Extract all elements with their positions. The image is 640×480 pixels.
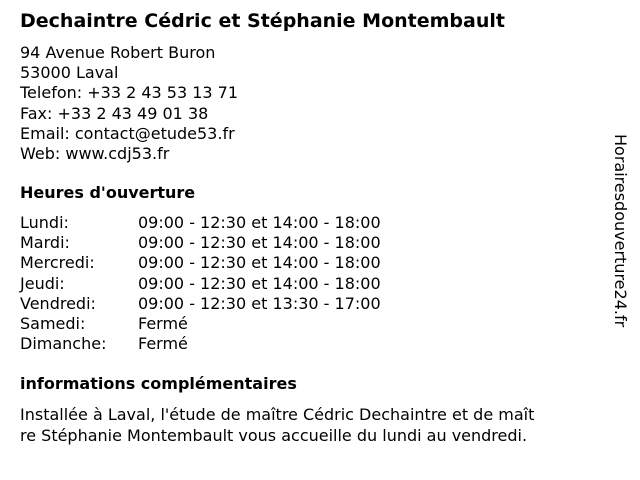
hours-time: 09:00 - 12:30 et 14:00 - 18:00 <box>138 253 381 273</box>
business-title: Dechaintre Cédric et Stéphanie Montembault <box>20 10 505 32</box>
additional-info-text <box>20 404 590 446</box>
hours-day: Dimanche: <box>20 334 107 354</box>
additional-info-heading: informations complémentaires <box>20 374 297 393</box>
website-address: Web: www.cdj53.fr <box>20 144 170 164</box>
hours-time: 09:00 - 12:30 et 14:00 - 18:00 <box>138 213 381 232</box>
hours-day: Lundi: <box>20 213 69 232</box>
hours-time: 09:00 - 12:30 et 14:00 - 18:00 <box>138 233 381 253</box>
hours-day: Mardi: <box>20 233 70 253</box>
hours-day: Samedi: <box>20 313 86 333</box>
description-line: Installée à Laval, l'étude de maître Cédric Dechaintre et de maît <box>20 405 535 424</box>
hours-time: 09:00 - 12:30 et 13:30 - 17:00 <box>138 293 381 313</box>
hours-day: Jeudi: <box>20 273 65 293</box>
opening-hours-heading: Heures d'ouverture <box>20 183 196 202</box>
email-address: Email: contact@etude53.fr <box>20 123 235 143</box>
address-street: 94 Avenue Robert Buron <box>20 43 216 62</box>
description-line: re Stéphanie Montembault vous accueille du lundi au vendredi. <box>20 426 528 445</box>
hours-time: Fermé <box>138 334 188 354</box>
address-city: 53000 Laval <box>20 63 119 83</box>
hours-time: Fermé <box>138 313 188 333</box>
hours-day: Vendredi: <box>20 293 96 313</box>
hours-time: 09:00 - 12:30 et 14:00 - 18:00 <box>138 273 381 293</box>
site-watermark: Horairesdouverture24.fr <box>611 134 630 328</box>
fax-number: Fax: +33 2 43 49 01 38 <box>20 103 209 123</box>
phone-number: Telefon: +33 2 43 53 13 71 <box>20 83 239 103</box>
hours-day: Mercredi: <box>20 253 95 273</box>
contact-block <box>20 43 238 164</box>
